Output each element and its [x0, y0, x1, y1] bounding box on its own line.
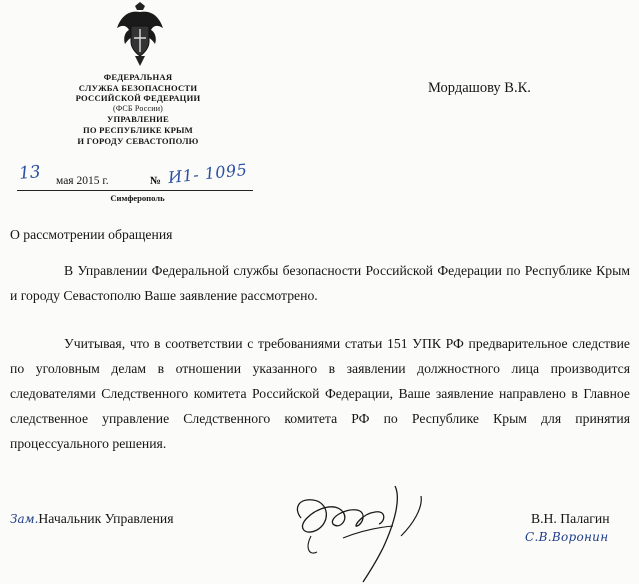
- agency-line: УПРАВЛЕНИЕ: [107, 114, 169, 125]
- signatory-position: Начальник Управления: [38, 511, 174, 526]
- number-label: №: [150, 175, 162, 187]
- fsb-emblem-icon: [115, 2, 165, 68]
- handwritten-date-day: 13: [18, 162, 42, 184]
- body-paragraph: В Управлении Федеральной службы безопасности Российской Федерации по Республике Крым и городу Севастополю Ваше заявление рассмотрено.: [10, 263, 630, 303]
- agency-line: И ГОРОДУ СЕВАСТОПОЛЮ: [77, 135, 199, 146]
- agency-line: ФЕДЕРАЛЬНАЯ: [103, 72, 173, 82]
- signatory-name: В.Н. Палагин: [531, 511, 610, 526]
- date-number-underline: [17, 190, 253, 191]
- addressee: Мордашову В.К.: [428, 80, 531, 96]
- city: Симферополь: [110, 193, 165, 203]
- body-paragraph: Учитывая, что в соответствии с требованиями статьи 151 УПК РФ предварительное следствие по уголовным делам в отношении указанного в заявлении должностного лица производится следователями Следственного комитета Российской Федерации, Ваше заявление направлено в Главное следственное управление Следственного комитета РФ по Республике Крым для принятия процессуального решения.: [10, 336, 630, 451]
- subject-line: О рассмотрении обращения: [10, 227, 173, 242]
- date-month-year: мая 2015 г.: [56, 175, 109, 187]
- handwritten-substitute-name: С.В.Воронин: [525, 530, 609, 544]
- handwritten-signature: [283, 478, 443, 584]
- agency-line: ПО РЕСПУБЛИКЕ КРЫМ: [83, 124, 193, 135]
- handwritten-deputy-prefix: Зам.: [10, 512, 39, 526]
- agency-line: СЛУЖБА БЕЗОПАСНОСТИ: [78, 82, 198, 93]
- agency-letterhead: [50, 72, 226, 146]
- agency-line: (ФСБ России): [112, 103, 164, 113]
- agency-line: РОССИЙСКОЙ ФЕДЕРАЦИИ: [75, 93, 201, 104]
- signatory-title: [10, 511, 174, 527]
- handwritten-outgoing-number: И1- 1095: [167, 159, 249, 188]
